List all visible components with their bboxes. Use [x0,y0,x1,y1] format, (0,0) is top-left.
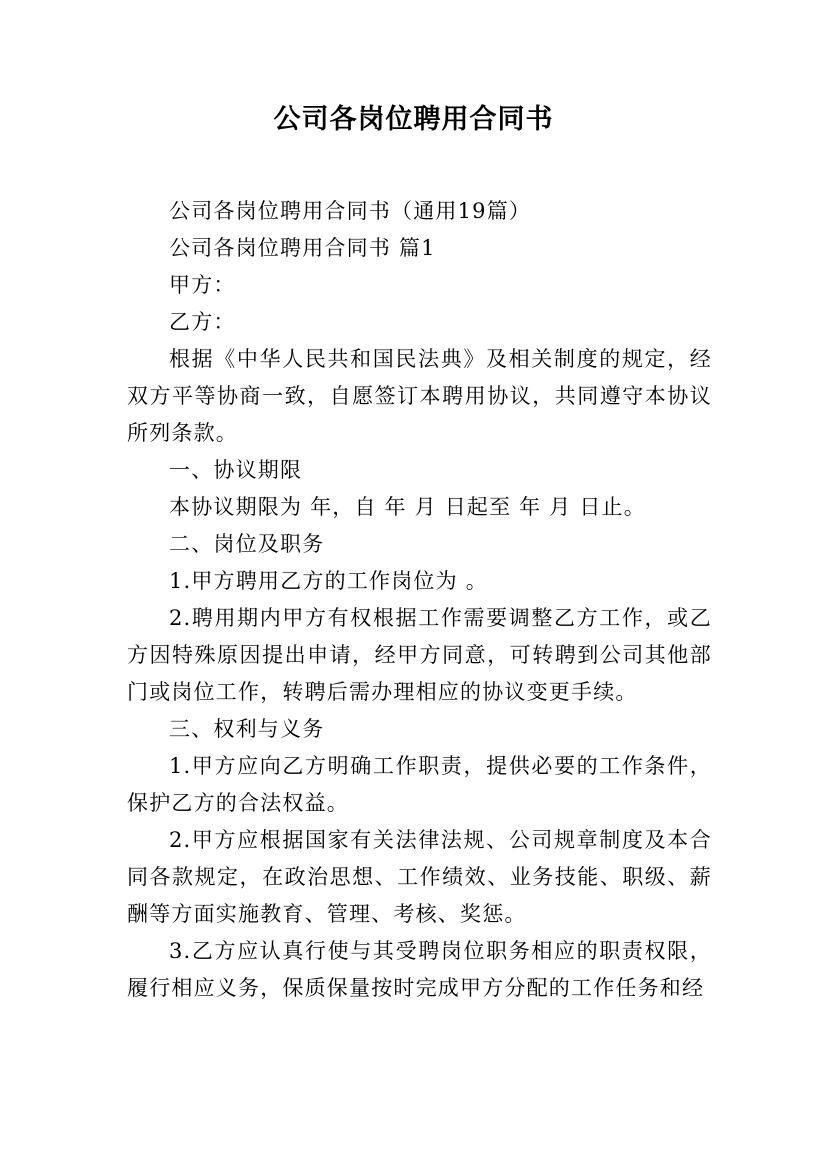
clause-heading-term: 一、协议期限 [169,458,303,482]
clause-heading-position: 二、岗位及职务 [169,532,325,556]
subtitle-paragraph: 公司各岗位聘用合同书（通用19篇） [169,199,532,223]
clause-rights-item-3: 3.乙方应认真行使与其受聘岗位职务相应的职责权限，履行相应义务，保质保量按时完成甲方分配的工作任务和经 [127,939,712,1000]
document-body [127,193,712,1007]
document-title: 公司各岗位聘用合同书 [273,104,554,135]
clause-rights-item-1: 1.甲方应向乙方明确工作职责，提供必要的工作条件，保护乙方的合法权益。 [127,754,712,815]
clause-term-text: 本协议期限为 年，自 年 月 日起至 年 月 日止。 [169,495,646,519]
clause-position-item-2: 2.聘用期内甲方有权根据工作需要调整乙方工作，或乙方因特殊原因提出申请，经甲方同意，可转聘到公司其他部门或岗位工作，转聘后需办理相应的协议变更手续。 [127,606,712,704]
preamble-paragraph: 根据《中华人民共和国民法典》及相关制度的规定，经双方平等协商一致，自愿签订本聘用协议，共同遵守本协议所列条款。 [127,347,712,445]
clause-heading-rights: 三、权利与义务 [169,717,325,741]
party-b-line: 乙方： [169,310,236,334]
section-heading-part-1: 公司各岗位聘用合同书 篇1 [169,236,436,260]
party-a-line: 甲方： [169,273,236,297]
clause-rights-item-2: 2.甲方应根据国家有关法律法规、公司规章制度及本合同各款规定，在政治思想、工作绩效、业务技能、职级、薪酬等方面实施教育、管理、考核、奖惩。 [127,828,712,926]
clause-position-item-1: 1.甲方聘用乙方的工作岗位为 。 [169,569,488,593]
